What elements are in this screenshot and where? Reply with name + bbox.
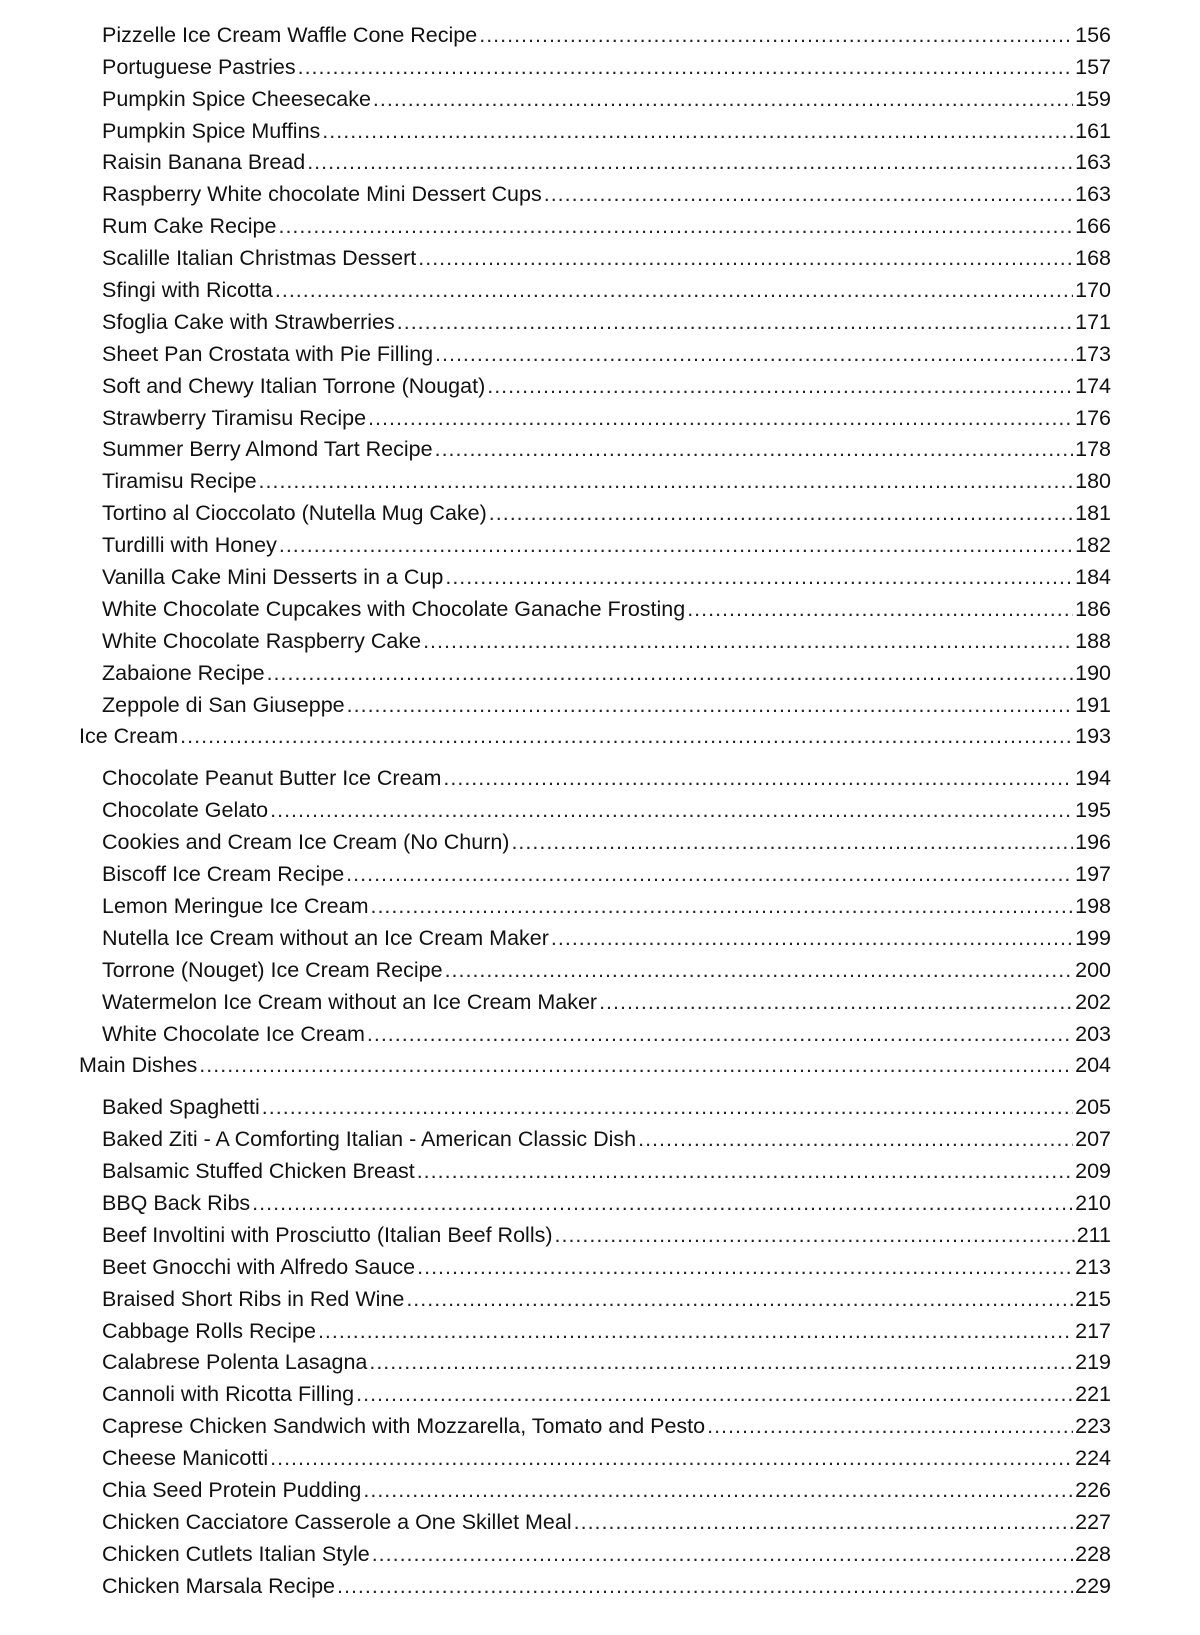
toc-dot-leader — [180, 723, 1073, 749]
toc-entry-title: Lemon Meringue Ice Cream — [102, 893, 369, 918]
toc-entry-row[interactable] — [102, 855, 1111, 887]
toc-entry-row[interactable] — [102, 1407, 1111, 1439]
toc-dot-leader — [270, 797, 1073, 823]
toc-page-number: 181 — [1075, 501, 1111, 526]
toc-dot-leader — [479, 22, 1073, 48]
toc-dot-leader — [372, 1541, 1073, 1567]
toc-entry-title: Sheet Pan Crostata with Pie Filling — [102, 341, 434, 366]
toc-entry-row[interactable] — [102, 494, 1111, 526]
toc-dot-leader — [259, 468, 1074, 494]
toc-entry-title: Pumpkin Spice Muffins — [102, 118, 321, 143]
toc-page-number: 210 — [1075, 1190, 1111, 1215]
toc-page-number: 184 — [1075, 565, 1111, 590]
toc-page-number: 197 — [1075, 862, 1111, 887]
toc-page-number: 204 — [1075, 1053, 1111, 1078]
toc-page-number: 200 — [1075, 957, 1111, 982]
toc-entry-row[interactable] — [102, 80, 1111, 112]
toc-page-number: 171 — [1075, 309, 1111, 334]
toc-entry-title: Cookies and Cream Ice Cream (No Churn) — [102, 830, 510, 855]
toc-entry-title: Turdilli with Honey — [102, 533, 277, 558]
toc-entry-title: Biscoff Ice Cream Recipe — [102, 862, 345, 887]
toc-entry-row[interactable] — [102, 558, 1111, 590]
toc-page-number: 191 — [1075, 692, 1111, 717]
toc-dot-leader — [279, 532, 1073, 558]
toc-page-number: 203 — [1075, 1021, 1111, 1046]
toc-entry-title: Watermelon Ice Cream without an Ice Cream Maker — [102, 989, 598, 1014]
toc-dot-leader — [511, 829, 1073, 855]
toc-entry-row[interactable] — [102, 48, 1111, 80]
toc-entry-title: Raisin Banana Bread — [102, 150, 306, 175]
toc-page-number: 219 — [1075, 1350, 1111, 1375]
toc-page-number: 174 — [1075, 373, 1111, 398]
toc-page-number: 215 — [1075, 1286, 1111, 1311]
toc-entry-title: Chocolate Peanut Butter Ice Cream — [102, 766, 442, 791]
toc-entry-row[interactable] — [102, 239, 1111, 271]
toc-dot-leader — [707, 1413, 1073, 1439]
toc-dot-leader — [687, 596, 1073, 622]
toc-page-number: 223 — [1075, 1414, 1111, 1439]
toc-dot-leader — [298, 54, 1074, 80]
toc-entry-row[interactable] — [102, 16, 1111, 48]
toc-entry-row[interactable] — [102, 1015, 1111, 1047]
toc-entry-title: Braised Short Ribs in Red Wine — [102, 1286, 405, 1311]
toc-entry-row[interactable] — [102, 686, 1111, 718]
toc-dot-leader — [417, 1254, 1073, 1280]
toc-page-number: 157 — [1075, 54, 1111, 79]
toc-entry-row[interactable] — [102, 983, 1111, 1015]
toc-entry-title: White Chocolate Raspberry Cake — [102, 628, 422, 653]
toc-page-number: 161 — [1075, 118, 1111, 143]
table-of-contents — [0, 16, 1200, 1599]
toc-dot-leader — [267, 660, 1074, 686]
toc-dot-leader — [435, 341, 1073, 367]
toc-entry-title: Strawberry Tiramisu Recipe — [102, 405, 367, 430]
toc-dot-leader — [275, 277, 1073, 303]
toc-entry-row[interactable] — [102, 271, 1111, 303]
toc-entry-row[interactable] — [102, 526, 1111, 558]
toc-entry-row[interactable] — [102, 1375, 1111, 1407]
toc-page-number: 193 — [1075, 724, 1111, 749]
toc-dot-leader — [551, 925, 1073, 951]
toc-page-number: 229 — [1075, 1573, 1111, 1598]
toc-entry-title: Pumpkin Spice Cheesecake — [102, 86, 371, 111]
toc-entry-row[interactable] — [102, 590, 1111, 622]
toc-entry-row[interactable] — [102, 335, 1111, 367]
toc-entry-row[interactable] — [102, 1439, 1111, 1471]
toc-entry-title: White Chocolate Cupcakes with Chocolate Ganache Frosting — [102, 596, 686, 621]
toc-page-number: 202 — [1075, 989, 1111, 1014]
toc-dot-leader — [367, 1021, 1073, 1047]
toc-dot-leader — [418, 245, 1073, 271]
toc-dot-leader — [406, 1286, 1073, 1312]
toc-dot-leader — [270, 1445, 1073, 1471]
toc-entry-row[interactable] — [102, 1120, 1111, 1152]
toc-dot-leader — [544, 181, 1073, 207]
toc-dot-leader — [599, 989, 1073, 1015]
toc-page-number: 163 — [1075, 182, 1111, 207]
toc-dot-leader — [199, 1052, 1073, 1078]
toc-section-row[interactable] — [79, 718, 1111, 750]
toc-entry-title: Cannoli with Ricotta Filling — [102, 1382, 355, 1407]
toc-page-number: 178 — [1075, 437, 1111, 462]
toc-entry-title: Chicken Cutlets Italian Style — [102, 1541, 370, 1566]
toc-entry-title: BBQ Back Ribs — [102, 1190, 251, 1215]
toc-entry-title: Raspberry White chocolate Mini Dessert Cups — [102, 182, 542, 207]
toc-entry-row[interactable] — [102, 1312, 1111, 1344]
toc-page-number: 168 — [1075, 246, 1111, 271]
toc-dot-leader — [638, 1126, 1073, 1152]
toc-entry-title: Sfingi with Ricotta — [102, 278, 273, 303]
toc-entry-title: Soft and Chewy Italian Torrone (Nougat) — [102, 373, 486, 398]
toc-entry-title: Sfoglia Cake with Strawberries — [102, 309, 395, 334]
toc-dot-leader — [445, 564, 1073, 590]
toc-dot-leader — [370, 893, 1073, 919]
toc-entry-title: Summer Berry Almond Tart Recipe — [102, 437, 433, 462]
toc-entry-row[interactable] — [102, 207, 1111, 239]
toc-page-number: 194 — [1075, 766, 1111, 791]
toc-entry-title: Beef Involtini with Prosciutto (Italian Beef Rolls) — [102, 1222, 553, 1247]
toc-page-number: 195 — [1075, 798, 1111, 823]
toc-dot-leader — [443, 765, 1073, 791]
toc-page-number: 227 — [1075, 1509, 1111, 1534]
toc-entry-row[interactable] — [102, 951, 1111, 983]
toc-entry-row[interactable] — [102, 1503, 1111, 1535]
toc-entry-title: Cabbage Rolls Recipe — [102, 1318, 316, 1343]
toc-entry-title: Baked Spaghetti — [102, 1095, 260, 1120]
toc-entry-title: Scalille Italian Christmas Dessert — [102, 246, 417, 271]
toc-page-number: 180 — [1075, 469, 1111, 494]
toc-dot-leader — [489, 500, 1073, 526]
toc-entry-title: Caprese Chicken Sandwich with Mozzarella, Tomato and Pesto — [102, 1414, 706, 1439]
toc-dot-leader — [373, 86, 1073, 112]
toc-entry-title: Zeppole di San Giuseppe — [102, 692, 345, 717]
toc-entry-row[interactable] — [102, 1216, 1111, 1248]
toc-dot-leader — [347, 692, 1073, 718]
toc-page-number: 217 — [1075, 1318, 1111, 1343]
toc-entry-title: Beet Gnocchi with Alfredo Sauce — [102, 1254, 416, 1279]
toc-dot-leader — [262, 1094, 1073, 1120]
toc-dot-leader — [363, 1477, 1073, 1503]
toc-dot-leader — [318, 1318, 1073, 1344]
toc-dot-leader — [445, 957, 1074, 983]
toc-entry-row[interactable] — [102, 1567, 1111, 1599]
toc-dot-leader — [252, 1190, 1073, 1216]
toc-entry-title: Rum Cake Recipe — [102, 214, 277, 239]
toc-entry-row[interactable] — [102, 919, 1111, 951]
toc-dot-leader — [574, 1509, 1074, 1535]
toc-page-number: 182 — [1075, 533, 1111, 558]
toc-entry-title: Chicken Cacciatore Casserole a One Skillet Meal — [102, 1509, 572, 1534]
toc-page-number: 209 — [1075, 1159, 1111, 1184]
toc-dot-leader — [346, 861, 1073, 887]
toc-entry-row[interactable] — [102, 431, 1111, 463]
toc-section-row[interactable] — [79, 1047, 1111, 1079]
toc-dot-leader — [423, 628, 1073, 654]
toc-dot-leader — [487, 373, 1073, 399]
toc-entry-title: Chocolate Gelato — [102, 798, 269, 823]
toc-entry-row[interactable] — [102, 175, 1111, 207]
toc-entry-title: Baked Ziti - A Comforting Italian - American Classic Dish — [102, 1127, 637, 1152]
toc-entry-row[interactable] — [102, 1280, 1111, 1312]
toc-dot-leader — [435, 436, 1074, 462]
toc-entry-row[interactable] — [102, 1088, 1111, 1120]
toc-entry-title: Portuguese Pastries — [102, 54, 296, 79]
toc-page-number: 173 — [1075, 341, 1111, 366]
toc-entry-row[interactable] — [102, 1344, 1111, 1376]
toc-entry-title: Tiramisu Recipe — [102, 469, 257, 494]
toc-page-number: 228 — [1075, 1541, 1111, 1566]
toc-entry-row[interactable] — [102, 823, 1111, 855]
toc-entry-row[interactable] — [102, 144, 1111, 176]
toc-entry-row[interactable] — [102, 1184, 1111, 1216]
toc-entry-title: Ice Cream — [79, 724, 179, 749]
toc-dot-leader — [417, 1158, 1073, 1184]
toc-page-number: 205 — [1075, 1095, 1111, 1120]
toc-page-number: 199 — [1075, 925, 1111, 950]
toc-page-number: 176 — [1075, 405, 1111, 430]
toc-entry-title: Chia Seed Protein Pudding — [102, 1477, 362, 1502]
toc-page-number: 207 — [1075, 1127, 1111, 1152]
toc-dot-leader — [278, 213, 1073, 239]
toc-page-number: 226 — [1075, 1477, 1111, 1502]
toc-entry-title: Main Dishes — [79, 1053, 198, 1078]
toc-dot-leader — [369, 1349, 1073, 1375]
toc-page-number: 221 — [1075, 1382, 1111, 1407]
toc-entry-title: Nutella Ice Cream without an Ice Cream Maker — [102, 925, 549, 950]
toc-dot-leader — [555, 1222, 1075, 1248]
toc-entry-title: Chicken Marsala Recipe — [102, 1573, 336, 1598]
toc-entry-row[interactable] — [102, 1471, 1111, 1503]
toc-entry-title: Calabrese Polenta Lasagna — [102, 1350, 368, 1375]
toc-entry-title: Cheese Manicotti — [102, 1446, 269, 1471]
toc-entry-row[interactable] — [102, 654, 1111, 686]
toc-entry-row[interactable] — [102, 367, 1111, 399]
toc-dot-leader — [322, 118, 1073, 144]
toc-page-number: 198 — [1075, 893, 1111, 918]
toc-page-number: 186 — [1075, 596, 1111, 621]
toc-entry-row[interactable] — [102, 887, 1111, 919]
toc-page-number: 156 — [1075, 22, 1111, 47]
toc-dot-leader — [368, 405, 1073, 431]
toc-entry-title: Torrone (Nouget) Ice Cream Recipe — [102, 957, 443, 982]
toc-entry-row[interactable] — [102, 759, 1111, 791]
toc-page-number: 170 — [1075, 278, 1111, 303]
toc-page-number: 163 — [1075, 150, 1111, 175]
toc-page-number: 196 — [1075, 830, 1111, 855]
toc-dot-leader — [307, 149, 1073, 175]
toc-page-number: 166 — [1075, 214, 1111, 239]
toc-page-number: 213 — [1075, 1254, 1111, 1279]
toc-page-number: 159 — [1075, 86, 1111, 111]
toc-dot-leader — [397, 309, 1073, 335]
toc-entry-row[interactable] — [102, 1535, 1111, 1567]
toc-page-number: 190 — [1075, 660, 1111, 685]
toc-entry-title: Balsamic Stuffed Chicken Breast — [102, 1159, 415, 1184]
toc-entry-title: Zabaione Recipe — [102, 660, 265, 685]
toc-page-number: 188 — [1075, 628, 1111, 653]
toc-entry-row[interactable] — [102, 622, 1111, 654]
toc-entry-row[interactable] — [102, 112, 1111, 144]
toc-entry-title: Tortino al Cioccolato (Nutella Mug Cake) — [102, 501, 487, 526]
toc-entry-row[interactable] — [102, 399, 1111, 431]
toc-entry-row[interactable] — [102, 1248, 1111, 1280]
toc-dot-leader — [356, 1381, 1073, 1407]
toc-entry-title: Pizzelle Ice Cream Waffle Cone Recipe — [102, 22, 478, 47]
toc-entry-row[interactable] — [102, 303, 1111, 335]
toc-entry-row[interactable] — [102, 1152, 1111, 1184]
toc-entry-title: White Chocolate Ice Cream — [102, 1021, 365, 1046]
toc-entry-row[interactable] — [102, 462, 1111, 494]
toc-page-number: 211 — [1076, 1222, 1111, 1247]
toc-dot-leader — [337, 1573, 1073, 1599]
toc-entry-title: Vanilla Cake Mini Desserts in a Cup — [102, 565, 444, 590]
toc-entry-row[interactable] — [102, 791, 1111, 823]
toc-page-number: 224 — [1075, 1446, 1111, 1471]
